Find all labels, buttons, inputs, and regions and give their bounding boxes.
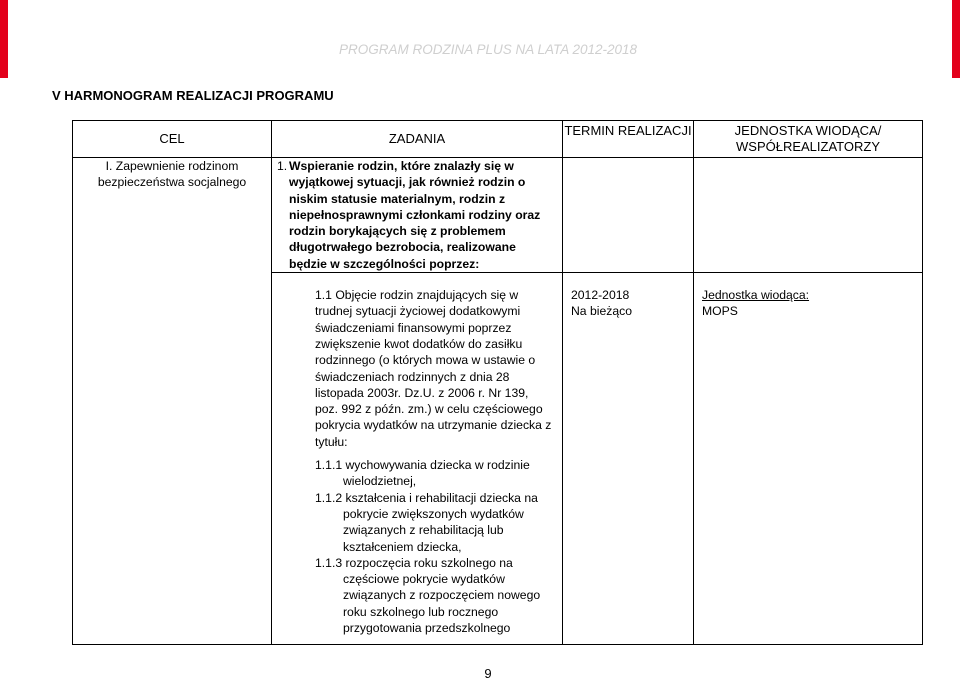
schedule-table <box>72 120 923 645</box>
unit-cell <box>694 273 923 645</box>
main-task-cell <box>272 158 563 273</box>
term-cell <box>563 273 694 645</box>
header-termin: TERMIN REALIZACJI <box>563 121 694 158</box>
right-edge-accent-bar <box>952 0 960 78</box>
table-row <box>73 158 923 273</box>
list-item: 1.1.2 kształcenia i rehabilitacji dziecka na pokrycie zwiększonych wydatków związanych z rehabilitacją lub kształceniem dziecka, <box>315 490 538 554</box>
unit-label: Jednostka wiodąca: <box>702 288 810 303</box>
subtask-text: 1.1 Objęcie rodzin znajdujących się w trudnej sytuacji życiowej dodatkowymi świadczeniami finansowymi poprzez zwiększenie kwot dodatków do zasiłku rodzinnego (o których mowa w ustawie o świadczeniach rodzinnych z dnia 28 listopada 2003r. Dz.U. z 2006 r. Nr 139, poz. 992 z późn. zm.) w celu częściowego pokrycia wydatków na utrzymanie dziecka z tytułu: <box>315 288 552 449</box>
goal-cell <box>73 158 272 645</box>
header-jednostka: JEDNOSTKA WIODĄCA/ WSPÓŁREALIZATORZY <box>694 121 923 158</box>
term-note: Na bieżąco <box>571 304 632 319</box>
header-cel: CEL <box>73 121 272 158</box>
section-title: V HARMONOGRAM REALIZACJI PROGRAMU <box>52 88 334 103</box>
unit-name: MOPS <box>702 304 738 319</box>
table-header-row <box>73 121 923 158</box>
list-item: 1.1.3 rozpoczęcia roku szkolnego na częściowe pokrycie wydatków związanych z rozpoczęciem nowego roku szkolnego lub rocznego przygotowania przedszkolnego <box>315 555 541 636</box>
main-task-text: Wspieranie rodzin, które znalazły się w wyjątkowej sytuacji, jak również rodzin o niskim statusie materialnym, rodzin z niepełnosprawnymi członkami rodziny oraz rodzin borykających się z problemem długotrwałego bezrobocia, realizowane będzie w szczególności poprzez: <box>289 159 541 271</box>
list-item: 1.1.1 wychowywania dziecka w rodzinie wielodzietnej, <box>315 458 530 489</box>
main-task-number: 1. <box>277 159 288 173</box>
page-number: 9 <box>484 666 492 681</box>
document-header-title: PROGRAM RODZINA PLUS NA LATA 2012-2018 <box>338 42 638 57</box>
main-task-term-cell <box>563 158 694 273</box>
main-task-unit-cell <box>694 158 923 273</box>
goal-text: I. Zapewnienie rodzinom bezpieczeństwa socjalnego <box>97 159 247 190</box>
subtask-list <box>315 457 554 636</box>
subtask-cell <box>272 273 563 645</box>
term-years: 2012-2018 <box>571 288 630 303</box>
left-edge-accent-bar <box>0 0 8 78</box>
header-zadania: ZADANIA <box>272 121 563 158</box>
